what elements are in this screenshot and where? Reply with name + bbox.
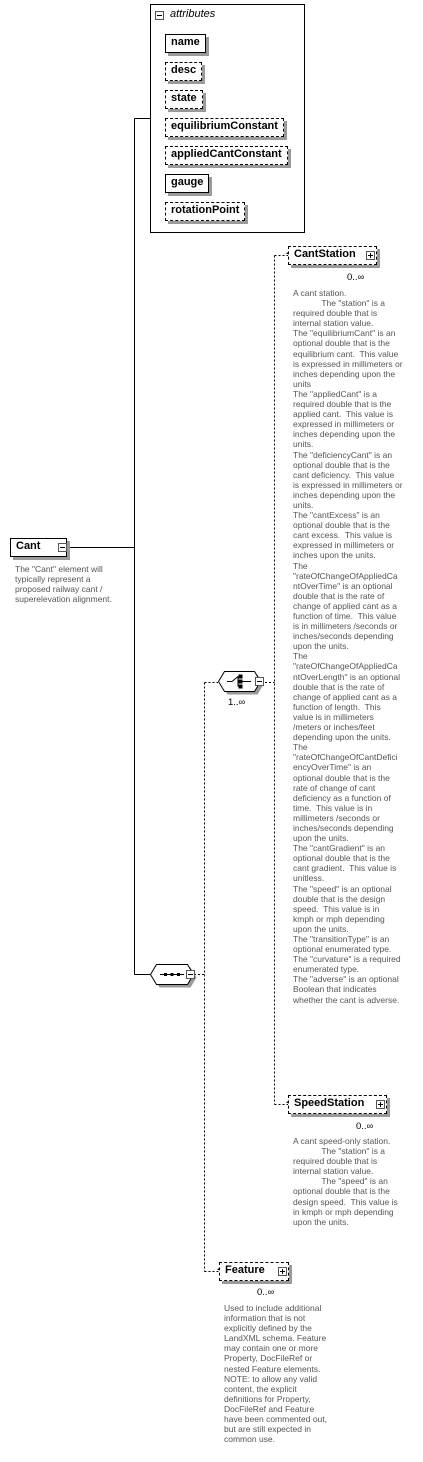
attribute-label: name — [171, 36, 200, 48]
feature-occurrence: 0..∞ — [257, 1287, 275, 1298]
attribute-name[interactable] — [165, 34, 206, 53]
element-speedstation-label: SpeedStation — [294, 1097, 365, 1109]
feature-doc: Used to include additional information that is not explicitly defined by the LandXML schema. Feature may contain one or more Property, DocFileRef or nested Feature elements. NOTE: to allow any valid content, the explicit definitions for Property, DocFileRef and Feature have been commented out, but are still expected in common use. — [224, 1303, 328, 1445]
attribute-equilibrium-constant[interactable] — [165, 118, 284, 137]
attributes-title: attributes — [170, 8, 216, 20]
speedstation-doc: A cant speed-only station. The "station" is a required double that is internal station value. The "speed" is an optional double that is the design speed. This value is in kmph or mph depending upon the units. — [293, 1136, 398, 1227]
cantstation-doc: A cant station. The "station" is a required double that is internal station value. The "equilibriumCant" is an optional double that is the equilibrium cant. This value is expressed in millimeters or inches depending upon the units The "appliedCant" is a required double that is the applied cant. This value is expressed in millimeters or inches depending upon the units. The "deficiencyCant" is an optional double that is the cant deficiency. This value is expressed in millimeters or inches depending upon the units. The "cantExcess" is an optional double that is the cant excess. This value is expressed in millimeters or inches upon the units. The "rateOfChangeOfAppliedCa ntOverTime" is an optional double that is the rate of change of applied cant as a function of time. This value is in millimeters /seconds or inches/seconds depending upon the units. The "rateOfChangeOfAppliedCa ntOverLength" is an optional double that is the rate of change of applied cant as a function of length. This value is in millimeters /meters or inches/feet depending upon the units. The "rateOfChangeOfCantDefici encyOverTime" is an optional double that is the rate of change of cant deficiency as a function of time. This value is in millimeters /seconds or inches/seconds depending upon the units. The "cantGradient" is an optional double that is the cant gradient. This value is unitless. The "speed" is an optional double that is the design speed. This value is in kmph or mph depending upon the units. The "transitionType" is an optional enumerated type. The "curvature" is a required enumerated type. The "adverse" is an optional Boolean that indicates whether the cant is adverse. — [293, 288, 403, 1005]
attribute-label: equilibriumConstant — [171, 120, 278, 132]
attribute-gauge[interactable] — [165, 174, 209, 193]
attribute-label: desc — [171, 64, 197, 76]
root-element-cant[interactable] — [10, 538, 67, 557]
element-feature[interactable] — [219, 1262, 289, 1281]
element-feature-label: Feature — [225, 1264, 265, 1276]
speedstation-occurrence: 0..∞ — [356, 1121, 374, 1132]
attribute-label: gauge — [171, 176, 204, 188]
collapse-icon[interactable] — [255, 677, 264, 686]
attribute-label: appliedCantConstant — [171, 148, 282, 160]
root-element-doc: The "Cant" element will typically represent a proposed railway cant / superelevation alignment. — [15, 564, 112, 605]
attribute-label: state — [171, 92, 197, 104]
root-element-label: Cant — [16, 540, 41, 552]
element-cantstation[interactable] — [288, 246, 377, 265]
expand-icon[interactable] — [366, 251, 375, 260]
collapse-icon[interactable] — [186, 970, 195, 979]
element-cantstation-label: CantStation — [294, 248, 356, 260]
collapse-icon[interactable] — [58, 543, 67, 552]
collapse-icon[interactable] — [155, 11, 164, 20]
attribute-desc[interactable] — [165, 62, 202, 81]
expand-icon[interactable] — [278, 1267, 287, 1276]
attribute-label: rotationPoint — [171, 204, 240, 216]
attribute-rotation-point[interactable] — [165, 202, 245, 221]
choice-occurrence: 1..∞ — [228, 697, 246, 708]
expand-icon[interactable] — [376, 1100, 385, 1109]
attribute-applied-cant-constant[interactable] — [165, 146, 288, 165]
attribute-state[interactable] — [165, 90, 203, 109]
element-speedstation[interactable] — [288, 1095, 387, 1114]
cantstation-occurrence: 0..∞ — [347, 272, 365, 283]
